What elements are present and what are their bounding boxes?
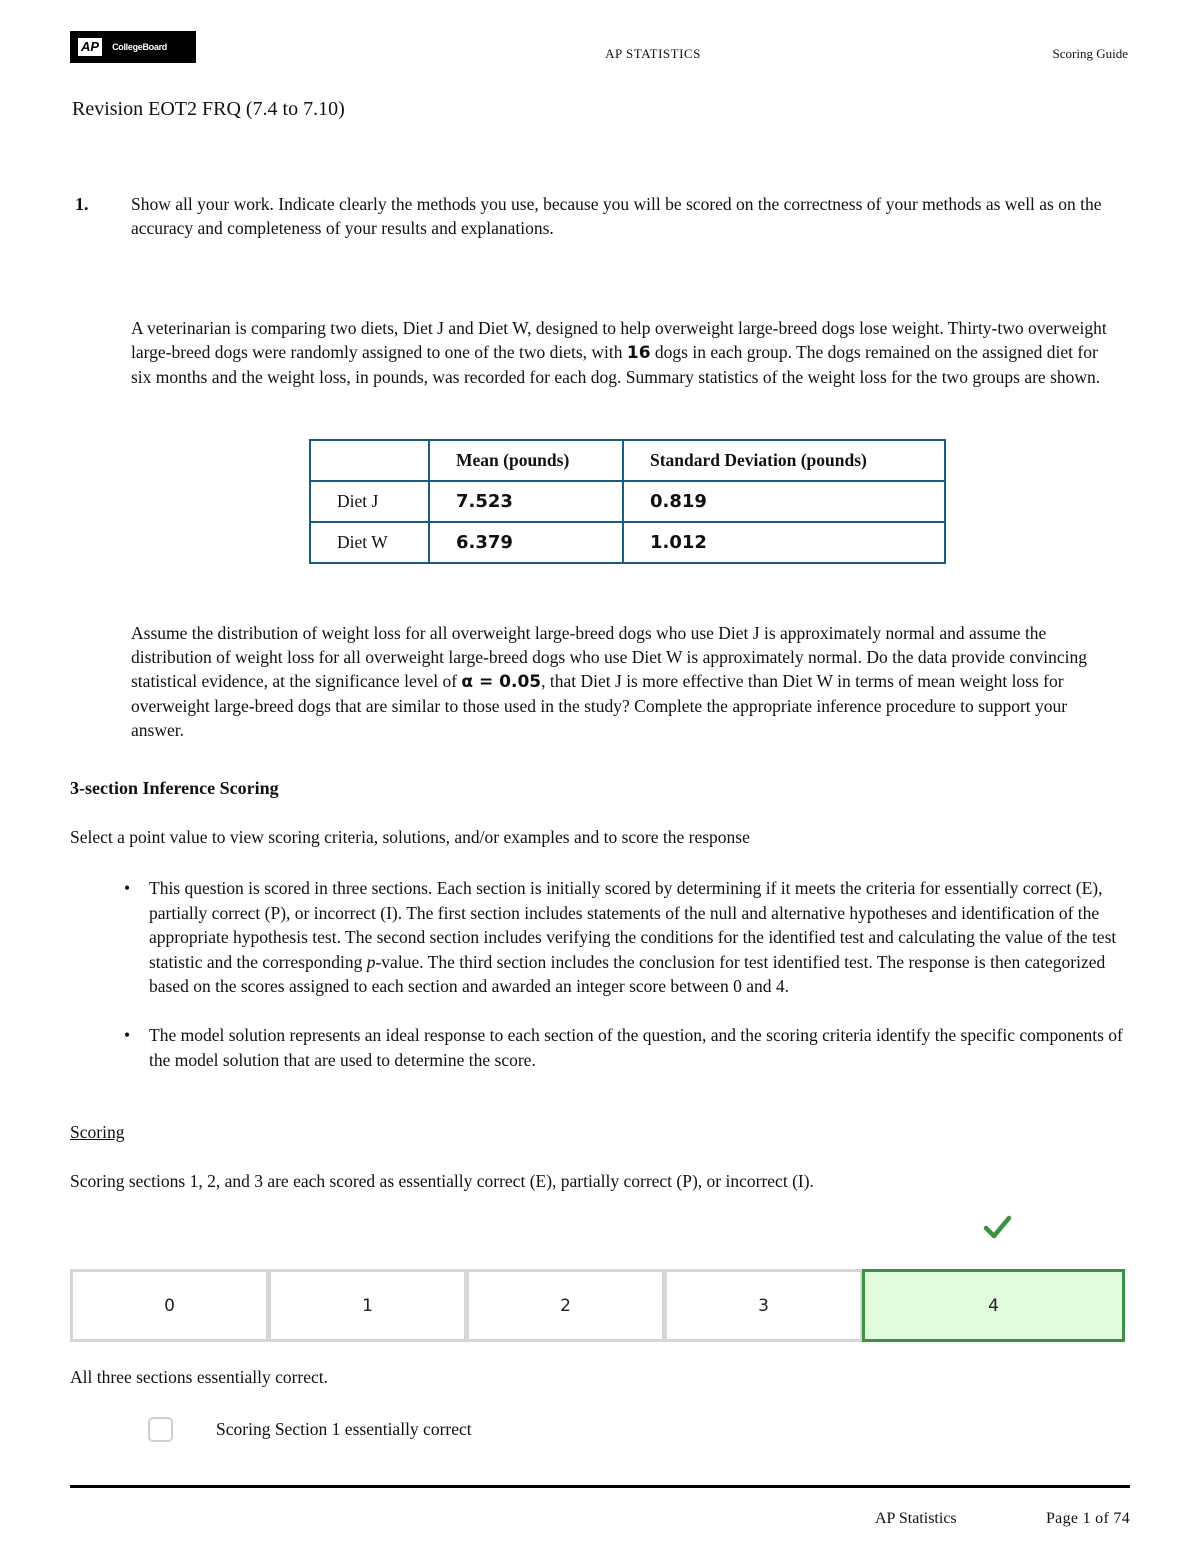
sd-value: 0.819 — [623, 481, 945, 522]
list-item — [122, 1023, 1132, 1072]
sd-value: 1.012 — [623, 522, 945, 563]
bullet-icon: • — [124, 878, 131, 898]
question-prompt — [131, 621, 1121, 742]
p-value-italic: p — [366, 951, 376, 972]
scoring-notes-list — [122, 876, 1132, 1096]
note-text: -value. The third section includes the conclusion for test identified test. The response is then categorized based on the scores assigned to each section and awarded an integer score between 0 and 4. — [149, 951, 1106, 997]
score-button-0[interactable]: 0 — [70, 1269, 269, 1342]
score-selector — [70, 1269, 1130, 1342]
header-subject: AP STATISTICS — [605, 46, 701, 61]
score-result-text: All three sections essentially correct. — [70, 1367, 329, 1387]
significance-level: α = 0.05 — [461, 672, 542, 692]
row-label: Diet W — [310, 522, 429, 563]
question-instructions: Show all your work. Indicate clearly the methods you use, because you will be scored on the correctness of your methods as well as on the accuracy and completeness of your results and explanations. — [131, 194, 1102, 238]
prompt-text: Assume the distribution of weight loss for all overweight large-breed dogs who use Diet J is approximately normal and assume the distribution of weight loss for all overweight large-breed dogs who use Diet W is approximately normal. Do the data provide convincing statistical evidence, at the significance level of — [131, 623, 1087, 691]
section-1-checkbox[interactable] — [148, 1417, 173, 1442]
header-doc-type: Scoring Guide — [1052, 46, 1128, 61]
score-button-2[interactable]: 2 — [466, 1269, 665, 1342]
table-header-row — [310, 440, 945, 481]
ap-logo-mark: AP — [78, 38, 102, 56]
bullet-icon: • — [124, 1024, 131, 1045]
score-button-3[interactable]: 3 — [664, 1269, 863, 1342]
footer-course: AP Statistics — [875, 1510, 957, 1527]
footer-divider — [70, 1485, 1130, 1488]
mean-value: 6.379 — [429, 522, 623, 563]
mean-value: 7.523 — [429, 481, 623, 522]
summary-statistics-table — [309, 439, 946, 564]
stem-text: A veterinarian is comparing two diets, Diet J and Diet W, designed to help overweight large-breed dogs lose weight. Thirty-two overweight large-breed dogs were randomly assigned to one of the two diets, with — [131, 318, 1107, 362]
stem-text: dogs in each group. The dogs remained on the assigned diet for six months and the weight loss, in pounds, was recorded for each dog. Summary statistics of the weight loss for the two groups are shown. — [131, 342, 1101, 387]
sample-size: 16 — [626, 343, 651, 363]
score-button-1[interactable]: 1 — [268, 1269, 467, 1342]
table-header: Mean (pounds) — [429, 440, 623, 481]
table-header — [310, 440, 429, 481]
question-number: 1. — [75, 194, 89, 214]
page-title: Revision EOT2 FRQ (7.4 to 7.10) — [72, 98, 345, 120]
question-stem — [131, 316, 1121, 389]
note-text: This question is scored in three sections. Each section is initially scored by determining if it meets the criteria for essentially correct (E), partially correct (P), or incorrect (I). The first section includes statements of the null and alternative hypotheses and identification of the appropriate hypothesis test. The second section includes verifying the conditions for the identified test and calculating the value of the test statistic and the corresponding — [149, 878, 1117, 972]
table-row — [310, 481, 945, 522]
page-number: Page 1 of 74 — [1045, 1510, 1130, 1527]
scoring-link[interactable]: Scoring — [70, 1122, 125, 1142]
row-label: Diet J — [310, 481, 429, 522]
scoring-description: Scoring sections 1, 2, and 3 are each scored as essentially correct (E), partially correct (P), or incorrect (I). — [70, 1171, 814, 1191]
prompt-text: , that Diet J is more effective than Diet W in terms of mean weight loss for overweight large-breed dogs that are similar to those used in the study? Complete the appropriate inference procedure to support your answer. — [131, 671, 1068, 740]
note-text: The model solution represents an ideal response to each section of the question, and the scoring criteria identify the specific components of the model solution that are used to determine the score. — [149, 1024, 1123, 1070]
table-header: Standard Deviation (pounds) — [623, 440, 945, 481]
checkmark-icon — [982, 1212, 1012, 1242]
section-1-checkbox-label: Scoring Section 1 essentially correct — [216, 1419, 472, 1439]
scoring-section-heading: 3-section Inference Scoring — [70, 778, 279, 798]
table-row — [310, 522, 945, 563]
list-item — [122, 876, 1132, 999]
scoring-instruction: Select a point value to view scoring criteria, solutions, and/or examples and to score the response — [70, 827, 750, 847]
collegeboard-wordmark: CollegeBoard — [112, 42, 167, 52]
score-button-4[interactable]: 4 — [862, 1269, 1125, 1342]
